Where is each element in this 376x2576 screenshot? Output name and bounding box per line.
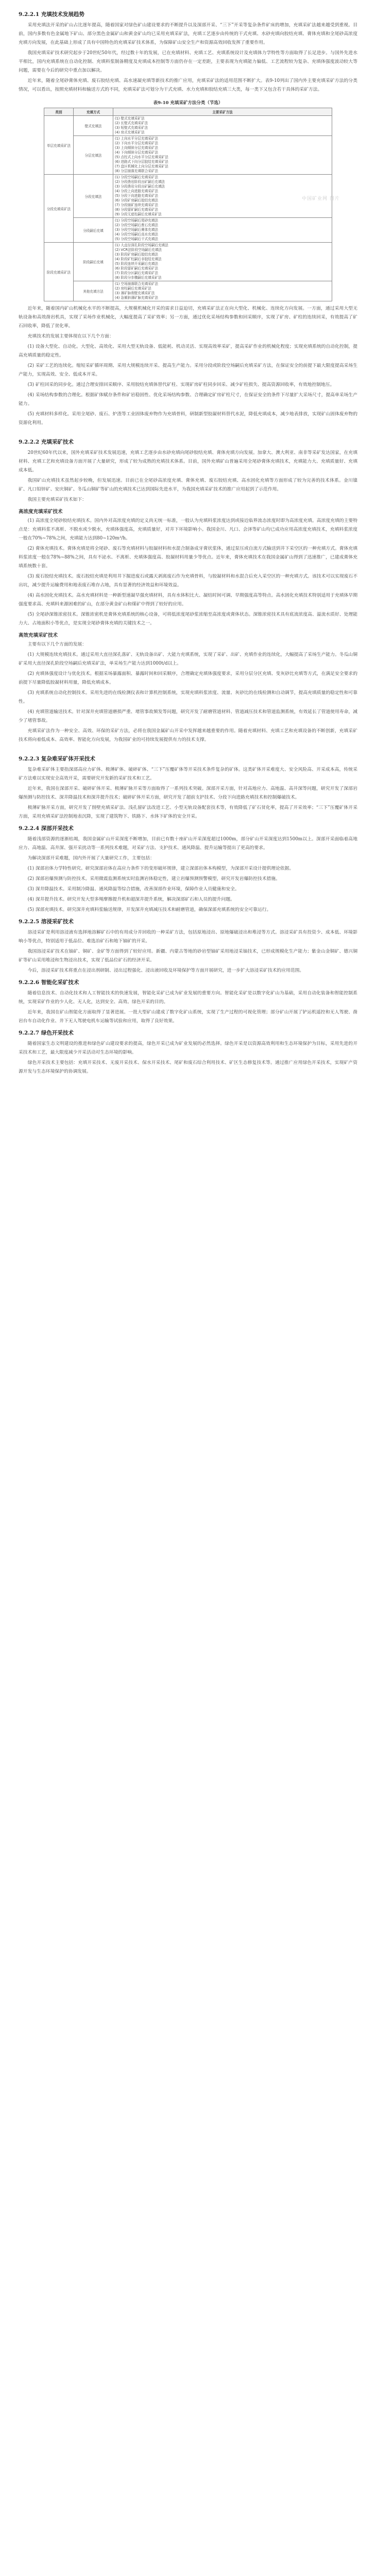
section-e	[19, 631, 357, 744]
table-cell-methods	[113, 281, 332, 301]
section-c	[19, 438, 357, 504]
subsection-heading: 高效充填采矿技术	[19, 633, 58, 638]
table-body	[44, 116, 332, 301]
paragraph: (3) 废石胶结充填技术。废石胶结充填是利用井下掘进废石或露天剥离废石作为充填骨料，与胶凝材料和水混合后充入采空区的一种充填方式。该技术可以实现废石不出坑，减少提升运输费用和地表废石堆存占地，具有显著的经济效益和环境效益。	[19, 574, 357, 588]
method-item: (1) 分段空场嗣后尾砂充填法	[115, 218, 158, 223]
method-item: (3) 阶段矿房嗣后胶结充填法	[115, 252, 158, 257]
paragraph: 随着国家生态文明建设的推进和绿色矿山建设要求的提高，绿色开采已成为矿业发展的必然选择。绿色开采是以资源高效利用和生态环境保护为目标，采用先进的开采技术和工艺，最大限度减少开采活动对生态环境的影响。	[19, 1041, 357, 1055]
paragraph: (1) 大规模连续充填技术。通过采用大直径深孔落矿、无轨设备出矿、大能力充填系统，实现了采矿、出矿、充填作业的连续化，大幅提高了采场生产能力。冬瓜山铜矿采用大直径深孔阶段空场嗣后充填采矿法，单采场生产能力达到1000t/d以上。	[19, 652, 357, 666]
table-cell-method-type: 分层充填法	[74, 136, 113, 175]
method-item: (2) 房柱嗣后充填采矿法	[115, 286, 151, 291]
method-item: (2) 分段空场嗣后废石充填法	[115, 223, 158, 227]
table-cell-category: 单层充填采矿法	[44, 116, 74, 175]
paragraph: 充填采矿法作为一种安全、高效、环保的采矿方法，必将在我国金属矿山开采中发挥越来越重要的作用。随着充填材料、充填工艺和充填设备的不断创新，充填采矿技术将向着低成本、高效率、智能化方向发展，为我国矿业的可持续发展提供有力的技术支撑。	[19, 728, 357, 742]
table-row	[44, 175, 332, 218]
list-item: (4) 深井提升技术。研究开发大型多绳摩擦提升机和超深井提升系统，解决深部矿石和人员的提升问题。	[27, 897, 235, 902]
list-item: (5) 深部充填技术。研究深井充填料浆输送规律，开发深井充填减压技术和耐磨管道，确保深部充填系统的安全可靠运行。	[27, 907, 271, 912]
method-item: (3) 薄矿脉削壁充填采矿法	[115, 291, 155, 295]
paragraph: 我国溶浸采矿技术在铀矿、铜矿、金矿等方面得到了较好应用。新疆、内蒙古等地的砂岩型铀矿采用地浸采铀技术，已形成规模化生产能力；紫金山金铜矿、德兴铜矿等矿山采用堆浸和生物浸出技术，实现了低品位矿石的经济开采。	[19, 949, 357, 963]
list-item: (4) 采场结构参数的合理化。根据矿体赋存条件和矿岩稳固性、优化采场结构参数、合理确定矿房矿柱尺寸，在保证安全的条件下尽量扩大采场尺寸，提高单采场生产能力。	[19, 393, 357, 406]
table-header-cell: 类别	[44, 108, 74, 116]
method-item: (7) 盘区机械化上向分层充填采矿法	[115, 164, 168, 168]
paragraph: (5) 全尾砂深锥浓密技术。深锥浓密机是膏体充填系统的核心设备，可将低浓度尾砂浆浓缩至高浓度或膏体状态。深锥浓密技术具有底流浓度高、溢流水质好、处理能力大、占地面积小等优点，是实现全尾砂膏体充填的关键技术之一。	[19, 612, 357, 626]
paragraph: (2) 膏体充填技术。膏体充填是将全尾砂、废石等充填材料与胶凝材料和水混合制备成牙膏状浆体，通过泵压或自流方式输送到井下采空区的一种充填方式。膏体充填料浆浓度一般在78%~88%之间，具有不泌水、不离析、充填体强度高、胶凝材料用量少等优点。近年来，膏体充填技术在我国金属矿山得到了迅速推广，已建成膏体充填系统数十套。	[19, 546, 357, 569]
method-item: (2) VCR法阶段空场嗣后充填法	[115, 248, 162, 252]
paragraph: 随着信息技术、自动化技术和人工智能技术的快速发展，智能化采矿已成为矿业发展的重要方向。智能化采矿是以数字化矿山为基础，采用自动化装备和智能控制系统，实现采矿作业的少人化、无人化，达到安全、高效、绿色开采的目的。	[19, 991, 357, 1005]
method-item: (2) 下向水平分层充填采矿法	[115, 141, 158, 145]
section-heading: 9.2.2.4 深部开采技术	[19, 825, 74, 832]
paragraph: (4) 高水固化充填技术。高水充填材料是一种新型速凝早强充填材料，具有水体积比大、凝结时间可调、早期强度高等特点。高水固化充填技术特别适用于充填体早期强度要求高、充填料来源困难的矿山，在部分黄金矿山和煤矿中得到了较好的应用。	[19, 593, 357, 607]
paragraph: 绿色开采技术主要包括：充填开采技术、无废开采技术、保水开采技术、尾矿和废石综合利用技术、矿区生态修复技术等。通过推广应用绿色开采技术，实现矿产资源开发与生态环境保护的协调发展。	[19, 1060, 357, 1074]
section-heading: 9.2.2.2 充填采矿技术	[19, 439, 74, 445]
method-item: (5) 阶段连续开采嗣后充填法	[115, 262, 158, 266]
method-item: (7) 分段崩矿连续充填采矿法	[115, 203, 158, 207]
method-item: (7) 阶段分区嗣后充填采矿法	[115, 271, 158, 275]
method-item: (9) 分段无底柱嗣后充填采矿法	[115, 212, 162, 216]
paragraph: (1) 高浓度全尾砂胶结充填技术。国内外对高浓度充填的定义尚无统一标准，一般认为充填料浆浓度达到或接近临界流态浓度时即为高浓度充填。高浓度充填的主要特点是：充填料浆不离析、不脱水或少脱水，充填体强度高，充填质量好，对井下环境影响小。我国金川、凡口、会泽等矿山均已成功应用高浓度充填技术，充填料浆浓度一般在70%~78%之间，充填能力达到80~120m³/h。	[19, 518, 357, 541]
paragraph: 主要有以下几个方面的发展：	[27, 642, 87, 647]
section-g	[19, 824, 357, 914]
paragraph: 采用充填法开采的矿山占比逐年提高，随着国家对绿色矿山建设要求的不断提升以及深部开采、“三下”开采等复杂条件矿床的增加，充填采矿法越来越受到重视。目前，国内多数有色金属地下矿山、部分黑色金属矿山和黄金矿山均已采用充填采矿法，充填工艺逐步由传统的干式充填、水砂充填向胶结充填、膏体充填和全尾砂高浓度充填方向发展，在此基础上形成了具有中国特色的充填采矿技术体系，为保障矿山安全生产和资源高效回收发挥了重要作用。	[19, 23, 357, 45]
table-row	[44, 243, 332, 281]
methods-table	[44, 108, 332, 301]
paragraph: 20世纪60年代以来，国外充填采矿技术发展迅速，充填工艺逐步由水砂充填向尾砂胶结充填、膏体充填方向发展。加拿大、澳大利亚、南非等采矿发达国家，在充填材料、充填工艺和充填设备方面开展了大量研究，形成了较为成熟的充填技术体系。目前，国外充填矿山普遍采用全尾砂膏体充填技术，充填能力大、充填质量好、充填成本低。	[19, 450, 357, 473]
table-row	[44, 116, 332, 136]
method-item: (1) 分段空场嗣后充填采矿法	[115, 175, 158, 179]
table-row	[44, 136, 332, 175]
paragraph: 充填技术的发展主要体现在以下几个方面：	[27, 334, 114, 339]
paragraph: 溶浸采矿是利用溶浸液有选择地溶解矿石中的有用成分并回收的一种采矿方法，包括原地浸出、原地爆破浸出和堆浸等方式。溶浸采矿具有投资少、成本低、环境影响小等优点，特别适用于低品位、难选冶矿石和地下铀矿的开采。	[19, 930, 357, 944]
method-item: (4) 分段上向进路充填采矿法	[115, 189, 158, 193]
method-item: (4) 分段空场嗣后高水充填法	[115, 232, 158, 236]
table-caption: 表9-10 充填采矿方法分类（节选）	[153, 100, 223, 106]
paragraph: 我国主要充填采矿技术如下：	[27, 497, 87, 502]
table-header-cell: 主要采矿方法	[113, 108, 332, 116]
method-item: (2) 分段凿岩阶段出矿嗣后充填法	[115, 180, 165, 184]
table-header-cell: 充填方式	[74, 108, 113, 116]
paragraph: 复杂难采矿体主要指深部高应力矿体、极薄矿体、破碎矿体、“三下”压覆矿体等开采技术条件复杂的矿体。这类矿体开采难度大、安全风险高、开采成本高，传统采矿方法难以实现安全高效开采，需要研究开发新的采矿技术和工艺。	[19, 767, 357, 781]
list-item: (1) 设备大型化、自动化。大型化、高效化、采用大型无轨设备、低能耗、机动灵活、实现高效率采矿，提高采矿作业的机械化程度；实现充填系统的自动化控制，提高充填质量的稳定性。	[19, 344, 357, 358]
table-cell-methods	[113, 243, 332, 281]
paragraph: (3) 充填系统自动化控制技术。采用先进的在线检测仪表和计算机控制系统，实现充填料浆浓度、流量、灰砂比的在线检测和自动调节，提高充填质量的稳定性和可靠性。	[19, 690, 357, 704]
method-item: (5) 分段下向进路充填采矿法	[115, 194, 158, 198]
table-cell-methods	[113, 218, 332, 243]
section-heading: 9.2.2.3 复杂难采矿体开采技术	[19, 756, 95, 762]
list-item: (2) 采矿工艺的连续化。缩短采矿循环周期、采用大规模连续开采、提高生产能力。采用分段或阶段空场嗣后充填采矿方法，在保证安全的前提下最大限度提高采场生产能力，实现高效、安全、低成本开采。	[19, 363, 357, 377]
section-heading: 9.2.2.6 智能化采矿技术	[19, 979, 79, 986]
method-item: (8) 分层崩落充填联合采矿法	[115, 169, 158, 173]
paragraph: (4) 充填管道输送技术。针对深井充填管道磨损严重、堵管事故频发等问题，研究开发了耐磨管道材料、管道减压技术和管道监测系统，有效延长了管道使用寿命，减少了堵管事故。	[19, 709, 357, 723]
section-b	[19, 304, 357, 428]
list-item: (3) 矿柱回采的同步化。通过合理安排回采顺序、采用胶结充填体替代矿柱、实现矿房矿柱同步回采、减少矿柱损失、提高资源回收率，有效地控制地压。	[27, 382, 335, 387]
table-row	[44, 281, 332, 301]
section-heading: 9.2.2.1 充填技术发展趋势	[19, 11, 84, 18]
method-item: (2) 长壁式充填采矿法	[115, 121, 148, 125]
table-row	[44, 218, 332, 243]
section-d	[19, 507, 357, 628]
section-heading: 9.2.2.7 绿色开采技术	[19, 1030, 74, 1036]
list-item: (1) 深部岩体力学特性研究。研究深部岩体在高应力条件下的变形破坏规律，建立深部岩体本构模型，为深部开采设计提供理论依据。	[27, 866, 294, 871]
section-j	[19, 1029, 357, 1076]
paragraph: 我国充填采矿技术研究起步于20世纪50年代，经过数十年的发展，已在充填材料、充填工艺、充填系统设计及充填体力学特性等方面取得了长足进步。与国外先进水平相比，国内充填系统在自动化控制、充填料浆制备精度及充填成本控制等方面仍存在一定差距，主要表现为充填能力偏低、工艺流程较为复杂、充填体强度波动较大等问题，需要在今后的研究中重点加以解决。	[19, 50, 357, 73]
method-item: (3) 上向倾斜分层充填采矿法	[115, 146, 158, 150]
paragraph: 为解决深部开采难题，国内外开展了大量研究工作，主要包括：	[27, 856, 155, 861]
table-cell-methods	[113, 116, 332, 136]
subsection-heading: 高浓度充填采矿技术	[19, 509, 63, 515]
method-item: (6) 进路式下向分层胶结充填采矿法	[115, 160, 168, 164]
method-item: (5) 点柱式上向水平分层充填采矿法	[115, 155, 168, 159]
table-cell-category: 阶段充填采矿法	[44, 243, 74, 301]
table-cell-method-type: 壁式充填法	[74, 116, 113, 136]
method-item: (4) 房式充填采矿法	[115, 130, 145, 134]
paragraph: 我国矿山充填技术虽然起步较晚，但发展迅速。目前已在全尾砂高浓度充填、膏体充填、废石胶结充填、高水固化充填等方面形成了较为完善的技术体系。金川镍矿、凡口铅锌矿、安庆铜矿、冬瓜山铜矿等矿山的充填技术已达到国际先进水平，为我国充填采矿技术的推广应用起到了示范作用。	[19, 478, 357, 492]
list-item: (3) 深井降温技术。采用制冷降温、通风降温等综合措施，改善深部作业环境，保障作业人员健康和安全。	[27, 887, 240, 892]
method-item: (4) 下向倾斜分层充填采矿法	[115, 150, 158, 155]
method-item: (5) 分段空场嗣后干式充填法	[115, 237, 158, 241]
section-heading: 9.2.2.5 溶浸采矿技术	[19, 919, 74, 925]
table-cell-method-type: 分段嗣后充填	[74, 218, 113, 243]
method-item: (8) 阶段分步骤嗣后充填采矿法	[115, 276, 162, 280]
method-item: (1) 壁式充填采矿法	[115, 116, 145, 121]
list-item: (5) 充填材料多样化。采用全尾砂、废石、炉渣等工业固体废弃物作为充填骨料，研制新型胶凝材料替代水泥，降低充填成本，减少地表排放，实现矿山固体废弃物的资源化利用。	[19, 412, 357, 426]
method-item: (1) 上向水平分层充填采矿法	[115, 137, 158, 141]
paragraph: 随着浅部资源的逐渐枯竭，我国金属矿山开采深度不断增加，目前已有数十座矿山开采深度超过1000m，部分矿山开采深度达到1500m以上。深部开采面临着高地应力、高地温、高井深、强开采扰动等一系列技术难题，对采矿方法、支护技术、通风降温、提升运输等提出了更高的要求。	[19, 837, 357, 851]
table-cell-method-type: 其他充填方法	[74, 281, 113, 301]
method-item: (1) 空场崩落联合充填采矿法	[115, 282, 158, 286]
table-header-row	[44, 108, 332, 116]
table-cell-method-type: 分段充填法	[74, 175, 113, 218]
list-item: (2) 深部岩爆预测与防控技术。采用微震监测系统实时监测岩体稳定性，建立岩爆预测预警模型，研究开发岩爆防控技术措施。	[27, 876, 280, 882]
method-item: (4) 急倾斜薄矿脉充填采矿法	[115, 296, 158, 300]
table-cell-methods	[113, 175, 332, 218]
paragraph: 近年来，我国在深部开采、破碎矿体开采、极薄矿脉开采等方面取得了一系列技术突破。深部开采方面，针对高地应力、高地温、高井深等问题，研究开发了深部岩爆预测与防控技术、深井降温技术和深井提升技术；破碎矿体开采方面，研究开发了超前支护技术、分段下向进路充填技术和控制爆破技术。	[19, 786, 357, 800]
section-a	[19, 10, 357, 94]
section-f	[19, 755, 357, 821]
method-item: (8) 分段留矿嗣后充填采矿法	[115, 208, 158, 212]
method-item: (6) 分段矿房嗣后胶结充填法	[115, 198, 158, 202]
table-cell-category: 分段充填采矿法	[44, 175, 74, 243]
paragraph: 近年来，我国在矿山智能化方面取得了显著进展。一批大型矿山建成了数字化矿山系统，实现了生产过程的可视化管理；部分矿山开展了铲运机遥控和无人驾驶、凿岩台车自动化作业、井下无人驾驶电机车运输等试验和应用，取得了良好效果。	[19, 1010, 357, 1024]
method-item: (3) 短壁式充填采矿法	[115, 126, 148, 130]
watermark-text: 中国矿业网 图片	[302, 196, 340, 201]
section-h	[19, 918, 357, 975]
method-item: (3) 分段空场嗣后膏体充填法	[115, 228, 158, 232]
paragraph: 今后，溶浸采矿技术将重点在浸出剂研制、浸出过程强化、浸出液回收及环境保护等方面开展研究，进一步扩大溶浸采矿技术的应用范围。	[27, 968, 304, 973]
paragraph: 极薄矿脉开采方面，研究开发了削壁充填采矿法、浅孔留矿法改进工艺、小型无轨设备配套技术等，有效降低了矿石贫化率，提高了开采效率；“三下”压覆矿体开采方面，采用充填采矿法控制地表沉降，实现了建筑物下、铁路下、水体下矿体的安全开采。	[19, 805, 357, 819]
method-item: (4) 阶段矿柱嗣后非胶结充填法	[115, 257, 162, 261]
paragraph: 近年来，随着全尾砂膏体充填、废石胶结充填、高水速凝充填等新技术的推广应用，充填采矿法的适用范围不断扩大。表9-10列出了国内外主要充填采矿方法的分类情况，可以看出，按照充填材料和输送方式的不同，充填采矿法可划分为干式充填、水力充填和胶结充填三大类，每一类下又包含若干具体的采矿方法。	[19, 78, 357, 92]
table-cell-methods	[113, 136, 332, 175]
paragraph: (2) 充填体强度设计与优化技术。根据采场暴露面积、暴露时间和回采顺序，合理确定充填体强度要求，采用分层分区充填、变灰砂比充填等方式，在满足安全要求的前提下尽量降低胶凝材料用量，降低充填成本。	[19, 671, 357, 685]
table-cell-method-type: 阶段嗣后充填	[74, 243, 113, 281]
method-item: (3) 分段凿岩分段出矿嗣后充填法	[115, 184, 165, 189]
section-i	[19, 978, 357, 1026]
method-item: (6) 阶段留矿嗣后充填采矿法	[115, 266, 158, 270]
paragraph: 近年来，随着国内矿山机械化水平的不断提高，大规模机械化开采的需求日益迫切，充填采矿法正在向大型化、机械化、连续化方向发展。一方面，通过采用大型无轨设备和高效凿岩机具，实现了采场作业机械化，大幅度提高了采矿效率；另一方面，通过优化采场结构参数和回采顺序，实现了矿房、矿柱的连续回采，有效提高了矿石回收率，降低了贫化率。	[19, 306, 357, 329]
method-item: (1) 大直径深孔阶段空场嗣后充填法	[115, 243, 168, 247]
